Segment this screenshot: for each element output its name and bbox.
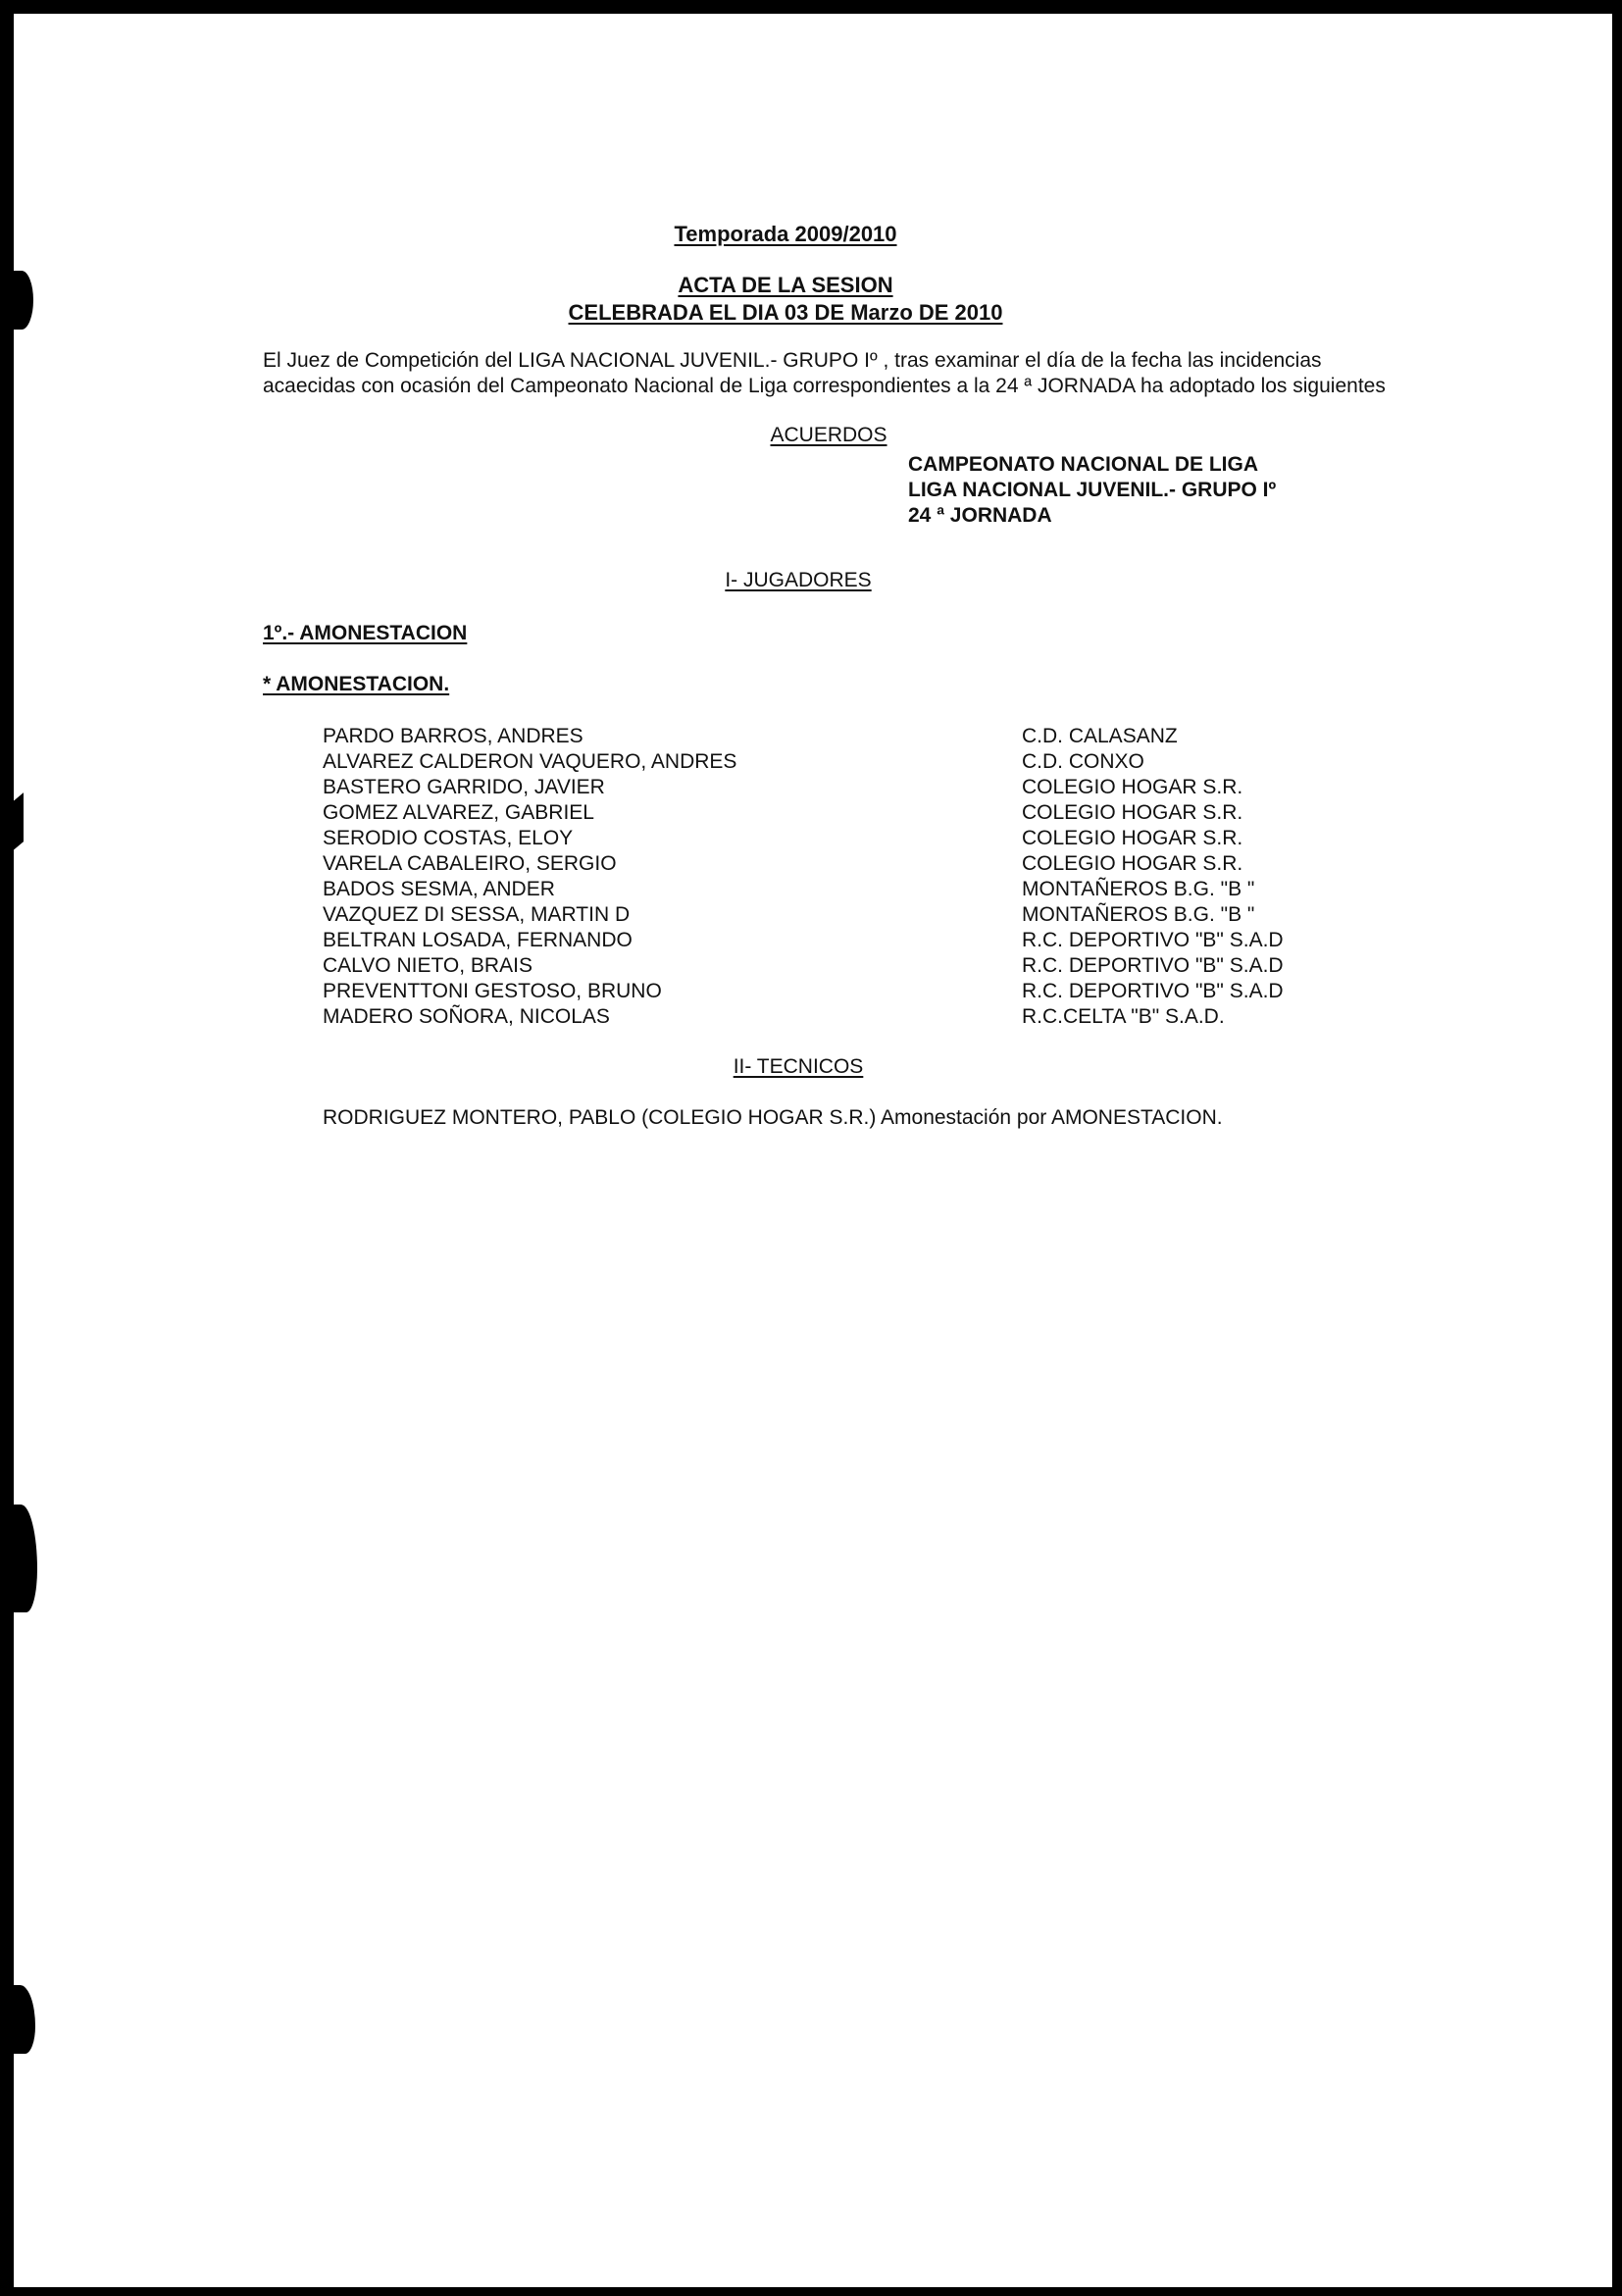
- tecnico-entry: RODRIGUEZ MONTERO, PABLO (COLEGIO HOGAR S.R.) Amonestación por AMONESTACION.: [323, 1106, 1223, 1129]
- player-name: BADOS SESMA, ANDER: [323, 878, 555, 900]
- player-club: COLEGIO HOGAR S.R.: [1022, 776, 1243, 798]
- player-name: PARDO BARROS, ANDRES: [323, 725, 583, 747]
- player-name: BASTERO GARRIDO, JAVIER: [323, 776, 605, 798]
- scan-mark-4: [14, 1985, 35, 2054]
- acuerdos-matchday: 24 ª JORNADA: [908, 504, 1052, 527]
- player-name: VARELA CABALEIRO, SERGIO: [323, 852, 617, 875]
- player-name: ALVAREZ CALDERON VAQUERO, ANDRES: [323, 750, 737, 773]
- scan-mark-1: [14, 271, 33, 330]
- scan-mark-2: [14, 792, 24, 853]
- intro-line-2: acaecidas con ocasión del Campeonato Nacional de Liga correspondientes a la 24 ª JORNADA ha adoptado los siguientes: [263, 375, 1386, 397]
- document-page: [14, 14, 1612, 2287]
- player-club: R.C. DEPORTIVO "B" S.A.D: [1022, 954, 1284, 977]
- acta-date: CELEBRADA EL DIA 03 DE Marzo DE 2010: [568, 300, 1003, 325]
- player-name: PREVENTTONI GESTOSO, BRUNO: [323, 980, 662, 1002]
- player-club: C.D. CONXO: [1022, 750, 1144, 773]
- player-club: COLEGIO HOGAR S.R.: [1022, 801, 1243, 824]
- player-club: COLEGIO HOGAR S.R.: [1022, 827, 1243, 849]
- section-jugadores-title: I- JUGADORES: [725, 569, 872, 591]
- acta-title: ACTA DE LA SESION: [678, 273, 893, 297]
- player-club: R.C. DEPORTIVO "B" S.A.D: [1022, 929, 1284, 951]
- player-name: BELTRAN LOSADA, FERNANDO: [323, 929, 633, 951]
- player-club: COLEGIO HOGAR S.R.: [1022, 852, 1243, 875]
- section-tecnicos-title: II- TECNICOS: [733, 1055, 864, 1078]
- intro-line-1: El Juez de Competición del LIGA NACIONAL JUVENIL.- GRUPO Iº , tras examinar el día de la fecha las incidencias: [263, 349, 1322, 372]
- player-club: MONTAÑEROS B.G. "B ": [1022, 903, 1255, 926]
- player-name: MADERO SOÑORA, NICOLAS: [323, 1005, 610, 1028]
- acuerdos-league: LIGA NACIONAL JUVENIL.- GRUPO Iº: [908, 479, 1277, 501]
- scan-mark-3: [14, 1505, 37, 1612]
- acuerdos-label: ACUERDOS: [770, 424, 887, 446]
- player-name: SERODIO COSTAS, ELOY: [323, 827, 574, 849]
- player-club: R.C. DEPORTIVO "B" S.A.D: [1022, 980, 1284, 1002]
- amonestacion-category: * AMONESTACION.: [263, 673, 450, 695]
- player-name: GOMEZ ALVAREZ, GABRIEL: [323, 801, 594, 824]
- player-club: MONTAÑEROS B.G. "B ": [1022, 878, 1255, 900]
- season-title: Temporada 2009/2010: [674, 222, 897, 246]
- player-club: R.C.CELTA "B" S.A.D.: [1022, 1005, 1225, 1028]
- acuerdos-championship: CAMPEONATO NACIONAL DE LIGA: [908, 453, 1259, 476]
- player-club: C.D. CALASANZ: [1022, 725, 1178, 747]
- player-name: VAZQUEZ DI SESSA, MARTIN D: [323, 903, 631, 926]
- amonestacion-subtitle: 1º.- AMONESTACION: [263, 622, 468, 644]
- player-name: CALVO NIETO, BRAIS: [323, 954, 532, 977]
